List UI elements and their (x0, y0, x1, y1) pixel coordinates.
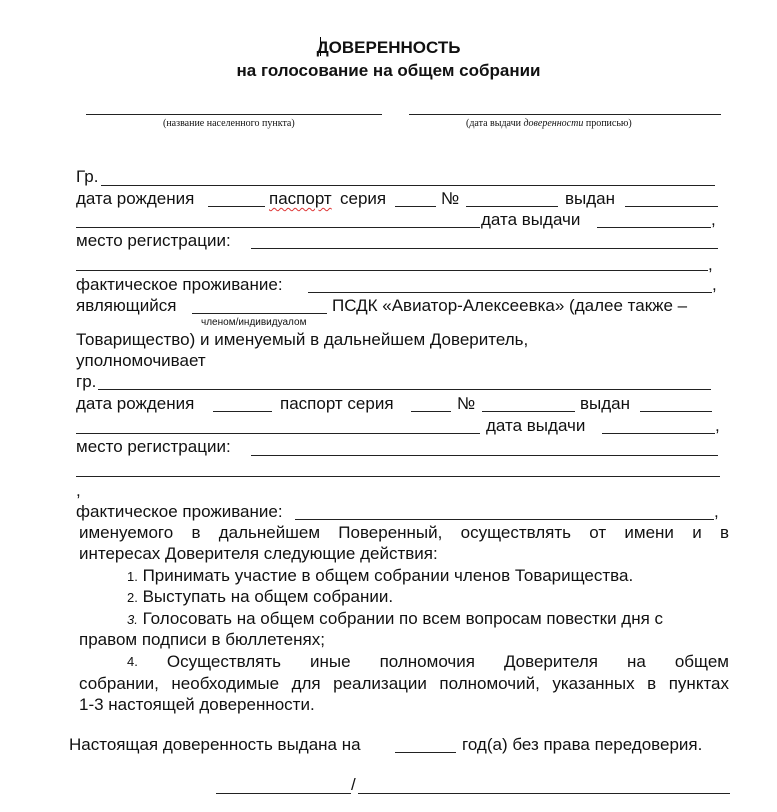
attorney-issue-date-label: дата выдачи (486, 416, 586, 435)
attorney-comma-3: , (714, 502, 719, 521)
attorney-number-sign: № (457, 394, 476, 413)
attorney-issue-date-line[interactable] (602, 433, 715, 434)
principal-passport-label: паспорт (269, 189, 332, 208)
principal-registration-line[interactable] (251, 248, 718, 249)
attorney-number-line[interactable] (482, 411, 575, 412)
attorney-issued-label: выдан (580, 394, 631, 413)
attorney-intro-line-2: интересах Доверителя следующие действия: (79, 544, 438, 563)
attorney-issuer-line[interactable] (76, 433, 480, 434)
principal-number-sign: № (441, 189, 460, 208)
principal-actual-line[interactable] (308, 292, 712, 293)
attorney-series-line[interactable] (411, 411, 451, 412)
principal-series-line[interactable] (395, 206, 436, 207)
attorney-registration-line[interactable] (251, 455, 718, 456)
principal-birth-label: дата рождения (76, 189, 195, 208)
date-line[interactable] (409, 114, 721, 115)
attorney-registration-label: место регистрации: (76, 437, 231, 456)
document-title: ДОВЕРЕННОСТЬ (316, 38, 461, 57)
attorney-name-line[interactable] (98, 389, 711, 390)
attorney-birth-label: дата рождения (76, 394, 195, 413)
principal-citizen-prefix: Гр. (76, 167, 99, 186)
attorney-citizen-prefix: гр. (76, 372, 97, 391)
action-item-4-continuation: собрании, необходимые для реализации полномочий, указанных в пунктах (79, 674, 729, 693)
attorney-intro-line-1: именуемого в дальнейшем Поверенный, осуществлять от имени и в (79, 523, 729, 542)
principal-comma-3: , (712, 275, 717, 294)
partnership-text: ПСДК «Авиатор-Алексеевка» (далее также – (332, 296, 688, 315)
action-item-2: 2. Выступать на общем собрании. (127, 587, 394, 606)
principal-issue-date-label: дата выдачи (481, 210, 581, 229)
principal-registration-label: место регистрации: (76, 231, 231, 250)
attorney-passport-label: паспорт серия (280, 394, 394, 413)
place-caption: (название населенного пункта) (163, 118, 295, 129)
place-line[interactable] (86, 114, 382, 115)
action-item-4: 4. Осуществлять иные полномочия Доверителя на общем (127, 652, 729, 671)
principal-being-label: являющийся (76, 296, 177, 315)
date-caption: (дата выдачи доверенности прописью) (466, 118, 632, 129)
action-item-1: 1. Принимать участие в общем собрании членов Товарищества. (127, 566, 634, 585)
document-subtitle: на голосование на общем собрании (236, 61, 541, 80)
attorney-actual-label: фактическое проживание: (76, 502, 283, 521)
principal-number-line[interactable] (466, 206, 558, 207)
signature-separator: / (351, 775, 356, 794)
attorney-registration-line-2[interactable] (76, 476, 720, 477)
principal-comma-2: , (708, 255, 713, 274)
principal-issue-date-line[interactable] (597, 227, 711, 228)
principal-birth-line[interactable] (208, 206, 265, 207)
authorizes-text: уполномочивает (76, 351, 206, 370)
principal-comma-1: , (711, 210, 716, 229)
principal-issued-label: выдан (565, 189, 616, 208)
attorney-comma-2: , (76, 481, 81, 500)
principal-name-line[interactable] (101, 185, 715, 186)
principal-series-label: серия (340, 189, 387, 208)
partnership-continuation: Товарищество) и именуемый в дальнейшем Доверитель, (76, 330, 529, 349)
principal-member-line[interactable] (192, 313, 327, 314)
attorney-actual-line[interactable] (295, 519, 714, 520)
attorney-issued-line[interactable] (640, 411, 712, 412)
attorney-comma-1: , (715, 416, 720, 435)
signature-name-line[interactable] (358, 793, 730, 794)
principal-actual-label: фактическое проживание: (76, 275, 283, 294)
signature-line[interactable] (216, 793, 351, 794)
action-item-4-continuation-2: 1-3 настоящей доверенности. (79, 695, 315, 714)
closing-suffix: год(а) без права передоверия. (462, 735, 703, 754)
principal-registration-line-2[interactable] (76, 270, 708, 271)
action-item-3: 3. Голосовать на общем собрании по всем вопросам повестки дня с (127, 609, 664, 628)
attorney-birth-line[interactable] (213, 411, 272, 412)
term-years-line[interactable] (395, 752, 456, 753)
principal-issued-line[interactable] (625, 206, 718, 207)
principal-issuer-line[interactable] (76, 227, 480, 228)
principal-member-caption: членом/индивидуалом (201, 317, 307, 328)
action-item-3-continuation: правом подписи в бюллетенях; (79, 630, 325, 649)
closing-prefix: Настоящая доверенность выдана на (69, 735, 361, 754)
